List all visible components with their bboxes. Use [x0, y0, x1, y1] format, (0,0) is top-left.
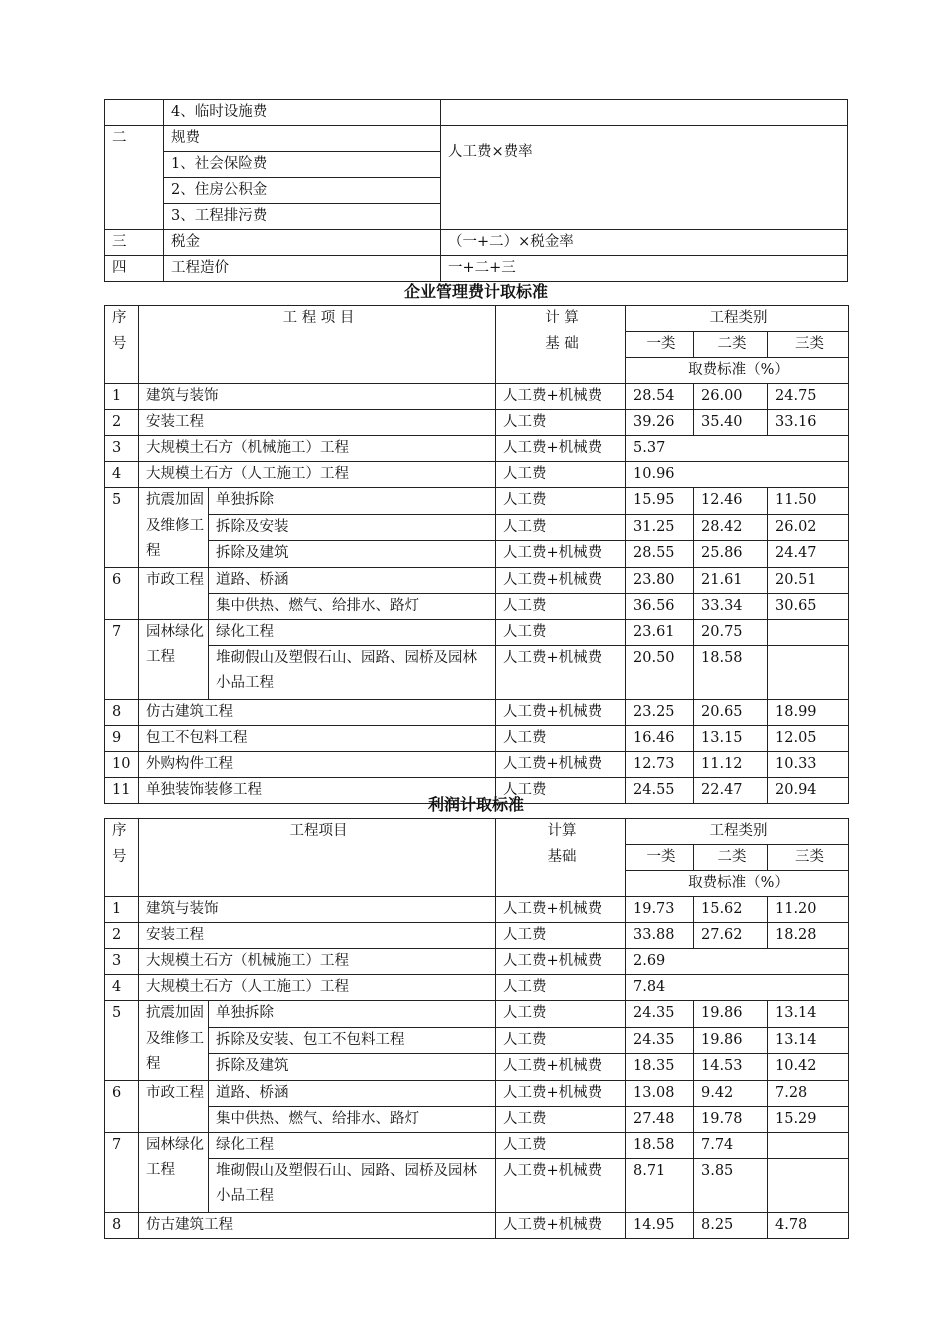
rate-class3: 10.33 [768, 751, 849, 777]
fee-item: 规费 [164, 126, 441, 152]
class1-header: 一类 [626, 332, 694, 358]
fee-item: 2、住房公积金 [164, 178, 441, 204]
calc-base: 人工费+机械费 [496, 567, 626, 593]
rate-value: 5.37 [626, 436, 849, 462]
sub-project: 拆除及安装 [209, 514, 496, 541]
table-row [105, 230, 848, 256]
table-row [105, 567, 849, 593]
rate-class1: 15.95 [626, 488, 694, 515]
table-row [105, 819, 849, 845]
rate-header: 取费标准（%） [626, 358, 849, 384]
rate-value: 7.84 [626, 975, 849, 1001]
rate-class2: 19.78 [694, 1106, 768, 1132]
calc-base: 人工费 [496, 777, 626, 803]
table-row [105, 975, 849, 1001]
base-header-2: 基础 [547, 848, 577, 865]
calc-base: 人工费 [496, 1001, 626, 1028]
rate-class3: 26.02 [768, 514, 849, 541]
calc-base: 人工费+机械费 [496, 1158, 626, 1212]
sub-project: 绿化工程 [209, 619, 496, 645]
row-number: 10 [105, 751, 139, 777]
calc-base: 人工费 [496, 593, 626, 619]
row-number: 8 [105, 1212, 139, 1238]
mgmt-fee-table [104, 305, 849, 804]
rate-class2: 20.65 [694, 699, 768, 725]
seq-header-1: 序 [112, 310, 127, 326]
rate-class3: 15.29 [768, 1106, 849, 1132]
calc-base: 人工费 [496, 410, 626, 436]
rate-class1: 28.54 [626, 384, 694, 410]
rate-class2: 22.47 [694, 777, 768, 803]
rate-class3: 30.65 [768, 593, 849, 619]
base-header [496, 306, 626, 384]
rate-class1: 8.71 [626, 1158, 694, 1212]
sub-project: 集中供热、燃气、给排水、路灯 [209, 593, 496, 619]
seq-header-1: 序 [112, 823, 127, 839]
row-number: 4 [105, 462, 139, 488]
project-name: 大规模土石方（机械施工）工程 [139, 436, 496, 462]
row-number: 5 [105, 488, 139, 568]
calc-base: 人工费+机械费 [496, 541, 626, 568]
table-row [105, 1132, 849, 1158]
calc-base: 人工费+机械费 [496, 384, 626, 410]
project-name: 外购构件工程 [139, 751, 496, 777]
project-name: 仿古建筑工程 [139, 699, 496, 725]
class1-header: 一类 [626, 845, 694, 871]
row-number: 7 [105, 619, 139, 699]
fee-item: 3、工程排污费 [164, 204, 441, 230]
sub-project: 集中供热、燃气、给排水、路灯 [209, 1106, 496, 1132]
row-number: 二 [105, 126, 164, 230]
project-group: 市政工程 [139, 567, 209, 619]
table-row [105, 126, 848, 152]
rate-class3 [768, 1158, 849, 1212]
rate-class3: 13.14 [768, 1027, 849, 1054]
table-row [105, 897, 849, 923]
rate-class1: 24.35 [626, 1027, 694, 1054]
rate-class2: 3.85 [694, 1158, 768, 1212]
rate-class1: 14.95 [626, 1212, 694, 1238]
table-row [105, 462, 849, 488]
calc-base: 人工费 [496, 923, 626, 949]
fee-formula: 人工费×费率 [441, 126, 848, 230]
rate-class2: 26.00 [694, 384, 768, 410]
rate-class2: 13.15 [694, 725, 768, 751]
rate-class2: 20.75 [694, 619, 768, 645]
mgmt-fee-title: 企业管理费计取标准 [403, 282, 548, 301]
project-group: 抗震加固及维修工程 [139, 488, 209, 568]
base-header-1: 计算 [547, 823, 577, 839]
row-number: 4 [105, 975, 139, 1001]
rate-class1: 27.48 [626, 1106, 694, 1132]
sub-project: 堆砌假山及塑假石山、园路、园桥及园林小品工程 [209, 645, 496, 699]
row-number: 7 [105, 1132, 139, 1212]
calc-base: 人工费+机械费 [496, 751, 626, 777]
calc-base: 人工费 [496, 619, 626, 645]
rate-class3 [768, 619, 849, 645]
fee-item: 工程造价 [164, 256, 441, 282]
rate-class3: 20.94 [768, 777, 849, 803]
table-row [105, 619, 849, 645]
rate-class1: 16.46 [626, 725, 694, 751]
table-row [105, 645, 849, 699]
project-group: 抗震加固及维修工程 [139, 1001, 209, 1081]
calc-base: 人工费 [496, 462, 626, 488]
table-row [105, 1212, 849, 1238]
rate-class3: 12.05 [768, 725, 849, 751]
table-row [105, 100, 848, 126]
sub-project: 拆除及安装、包工不包料工程 [209, 1027, 496, 1054]
class3-header: 三类 [768, 332, 849, 358]
row-number: 1 [105, 384, 139, 410]
sub-project: 道路、桥涵 [209, 567, 496, 593]
rate-header: 取费标准（%） [626, 871, 849, 897]
seq-header-2: 号 [112, 848, 127, 865]
rate-class3: 33.16 [768, 410, 849, 436]
table-row [105, 923, 849, 949]
rate-class2: 33.34 [694, 593, 768, 619]
row-number: 11 [105, 777, 139, 803]
table-row [105, 1054, 849, 1081]
project-header: 工 程 项 目 [139, 306, 496, 384]
project-name: 大规模土石方（人工施工）工程 [139, 462, 496, 488]
fee-item: 1、社会保险费 [164, 152, 441, 178]
category-header: 工程类别 [626, 819, 849, 845]
fee-item: 4、临时设施费 [164, 100, 441, 126]
rate-class2: 35.40 [694, 410, 768, 436]
calc-base: 人工费+机械费 [496, 897, 626, 923]
fee-summary-table [104, 99, 848, 282]
row-number: 1 [105, 897, 139, 923]
rate-class1: 18.35 [626, 1054, 694, 1081]
table-row [105, 699, 849, 725]
table-row [105, 725, 849, 751]
project-header: 工程项目 [139, 819, 496, 897]
profit-body [105, 819, 849, 1239]
rate-value: 10.96 [626, 462, 849, 488]
rate-class2: 25.86 [694, 541, 768, 568]
rate-class3: 11.20 [768, 897, 849, 923]
rate-class1: 13.08 [626, 1080, 694, 1106]
rate-class2: 21.61 [694, 567, 768, 593]
rate-class2: 9.42 [694, 1080, 768, 1106]
row-number: 6 [105, 1080, 139, 1132]
rate-class3: 20.51 [768, 567, 849, 593]
row-number: 3 [105, 436, 139, 462]
calc-base: 人工费 [496, 1027, 626, 1054]
rate-class2: 18.58 [694, 645, 768, 699]
fee-formula [441, 100, 848, 126]
calc-base: 人工费 [496, 1132, 626, 1158]
calc-base: 人工费 [496, 514, 626, 541]
row-number: 2 [105, 410, 139, 436]
sub-project: 单独拆除 [209, 1001, 496, 1028]
calc-base: 人工费+机械费 [496, 645, 626, 699]
rate-class1: 23.25 [626, 699, 694, 725]
calc-base: 人工费+机械费 [496, 949, 626, 975]
project-name: 仿古建筑工程 [139, 1212, 496, 1238]
rate-class3: 24.47 [768, 541, 849, 568]
rate-value: 2.69 [626, 949, 849, 975]
calc-base: 人工费 [496, 488, 626, 515]
base-header-1: 计 算 [545, 310, 579, 326]
row-number: 8 [105, 699, 139, 725]
rate-class1: 19.73 [626, 897, 694, 923]
rate-class3: 18.99 [768, 699, 849, 725]
rate-class1: 33.88 [626, 923, 694, 949]
project-name: 安装工程 [139, 923, 496, 949]
fee-summary-body [105, 100, 848, 282]
table-row [105, 514, 849, 541]
sub-project: 道路、桥涵 [209, 1080, 496, 1106]
rate-class1: 18.58 [626, 1132, 694, 1158]
rate-class1: 39.26 [626, 410, 694, 436]
rate-class3: 10.42 [768, 1054, 849, 1081]
project-group: 市政工程 [139, 1080, 209, 1132]
sub-project: 堆砌假山及塑假石山、园路、园桥及园林小品工程 [209, 1158, 496, 1212]
rate-class2: 15.62 [694, 897, 768, 923]
rate-class1: 12.73 [626, 751, 694, 777]
profit-title: 利润计取标准 [427, 795, 524, 814]
table-row [105, 751, 849, 777]
calc-base: 人工费+机械费 [496, 1054, 626, 1081]
table-row [105, 949, 849, 975]
table-row [105, 306, 849, 332]
table-row [105, 541, 849, 568]
sub-project: 拆除及建筑 [209, 1054, 496, 1081]
rate-class1: 31.25 [626, 514, 694, 541]
rate-class1: 24.55 [626, 777, 694, 803]
category-header: 工程类别 [626, 306, 849, 332]
table-row [105, 1080, 849, 1106]
class2-header: 二类 [694, 332, 768, 358]
project-group: 园林绿化工程 [139, 1132, 209, 1212]
row-number: 5 [105, 1001, 139, 1081]
rate-class3: 24.75 [768, 384, 849, 410]
class2-header: 二类 [694, 845, 768, 871]
project-name: 建筑与装饰 [139, 384, 496, 410]
calc-base: 人工费+机械费 [496, 699, 626, 725]
table-row [105, 410, 849, 436]
row-number [105, 100, 164, 126]
seq-header [105, 819, 139, 897]
calc-base: 人工费 [496, 1106, 626, 1132]
project-name: 单独装饰装修工程 [139, 777, 496, 803]
base-header-2: 基 础 [545, 335, 579, 352]
row-number: 三 [105, 230, 164, 256]
table-row [105, 1158, 849, 1212]
table-row [105, 256, 848, 282]
rate-class1: 24.35 [626, 1001, 694, 1028]
project-name: 包工不包料工程 [139, 725, 496, 751]
project-name: 安装工程 [139, 410, 496, 436]
seq-header-2: 号 [112, 335, 127, 352]
table-row [105, 384, 849, 410]
calc-base: 人工费 [496, 975, 626, 1001]
fee-item: 税金 [164, 230, 441, 256]
rate-class1: 36.56 [626, 593, 694, 619]
mgmt-fee-body [105, 306, 849, 804]
rate-class1: 23.61 [626, 619, 694, 645]
rate-class2: 7.74 [694, 1132, 768, 1158]
row-number: 9 [105, 725, 139, 751]
fee-formula: 一+二+三 [441, 256, 848, 282]
table-row [105, 1027, 849, 1054]
table-row [105, 488, 849, 515]
row-number: 3 [105, 949, 139, 975]
calc-base: 人工费 [496, 725, 626, 751]
rate-class3: 7.28 [768, 1080, 849, 1106]
sub-project: 绿化工程 [209, 1132, 496, 1158]
row-number: 6 [105, 567, 139, 619]
calc-base: 人工费+机械费 [496, 436, 626, 462]
sub-project: 拆除及建筑 [209, 541, 496, 568]
table-row [105, 593, 849, 619]
rate-class1: 23.80 [626, 567, 694, 593]
rate-class3: 4.78 [768, 1212, 849, 1238]
project-name: 大规模土石方（人工施工）工程 [139, 975, 496, 1001]
rate-class2: 27.62 [694, 923, 768, 949]
project-group: 园林绿化工程 [139, 619, 209, 699]
rate-class1: 28.55 [626, 541, 694, 568]
row-number: 2 [105, 923, 139, 949]
row-number: 四 [105, 256, 164, 282]
rate-class2: 12.46 [694, 488, 768, 515]
rate-class3: 18.28 [768, 923, 849, 949]
rate-class3: 13.14 [768, 1001, 849, 1028]
rate-class3 [768, 1132, 849, 1158]
rate-class2: 11.12 [694, 751, 768, 777]
table-row [105, 1106, 849, 1132]
profit-table [104, 818, 849, 1239]
rate-class2: 14.53 [694, 1054, 768, 1081]
class3-header: 三类 [768, 845, 849, 871]
project-name: 大规模土石方（机械施工）工程 [139, 949, 496, 975]
rate-class2: 8.25 [694, 1212, 768, 1238]
base-header [496, 819, 626, 897]
calc-base: 人工费+机械费 [496, 1080, 626, 1106]
table-row [105, 436, 849, 462]
fee-formula: （一+二）×税金率 [441, 230, 848, 256]
sub-project: 单独拆除 [209, 488, 496, 515]
project-name: 建筑与装饰 [139, 897, 496, 923]
rate-class3: 11.50 [768, 488, 849, 515]
rate-class3 [768, 645, 849, 699]
rate-class2: 19.86 [694, 1001, 768, 1028]
seq-header [105, 306, 139, 384]
rate-class1: 20.50 [626, 645, 694, 699]
rate-class2: 28.42 [694, 514, 768, 541]
table-row [105, 1001, 849, 1028]
calc-base: 人工费+机械费 [496, 1212, 626, 1238]
rate-class2: 19.86 [694, 1027, 768, 1054]
